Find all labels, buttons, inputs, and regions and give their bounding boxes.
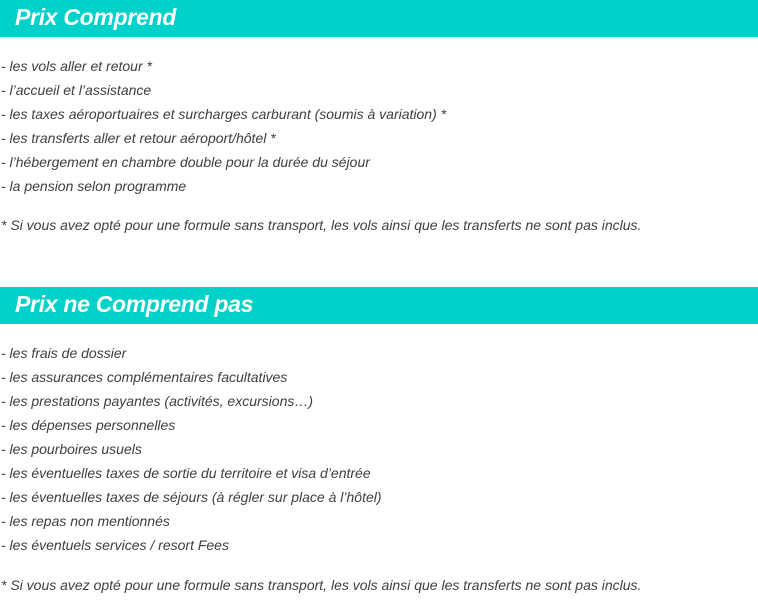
list-item: - les assurances complémentaires facultatives <box>1 369 288 385</box>
list-item: - les taxes aéroportuaires et surcharges carburant (soumis à variation) * <box>1 106 447 122</box>
list-item: - l’accueil et l’assistance <box>1 82 152 98</box>
list-item: - les repas non mentionnés <box>1 513 170 529</box>
included-section-header <box>0 0 758 37</box>
included-note: * Si vous avez opté pour une formule sans transport, les vols ainsi que les transferts ne sont pas inclus. <box>1 217 642 233</box>
list-item: - les éventuelles taxes de séjours (à régler sur place à l’hôtel) <box>1 489 382 505</box>
list-item: - l’hébergement en chambre double pour la durée du séjour <box>1 154 370 170</box>
list-item: - les transferts aller et retour aéroport/hôtel * <box>1 130 276 146</box>
list-item: - la pension selon programme <box>1 178 187 194</box>
list-item: - les frais de dossier <box>1 345 127 361</box>
list-item: - les dépenses personnelles <box>1 417 176 433</box>
excluded-list <box>1 341 382 557</box>
excluded-note: * Si vous avez opté pour une formule sans transport, les vols ainsi que les transferts ne sont pas inclus. <box>1 577 642 593</box>
excluded-title: Prix ne Comprend pas <box>15 291 254 317</box>
included-list <box>1 54 446 198</box>
included-title: Prix Comprend <box>15 4 176 30</box>
list-item: - les éventuelles taxes de sortie du territoire et visa d’entrée <box>1 465 371 481</box>
list-item: - les pourboires usuels <box>1 441 142 457</box>
list-item: - les vols aller et retour * <box>1 58 152 74</box>
list-item: - les prestations payantes (activités, excursions…) <box>1 393 314 409</box>
excluded-section-header <box>0 287 758 324</box>
list-item: - les éventuels services / resort Fees <box>1 537 229 553</box>
